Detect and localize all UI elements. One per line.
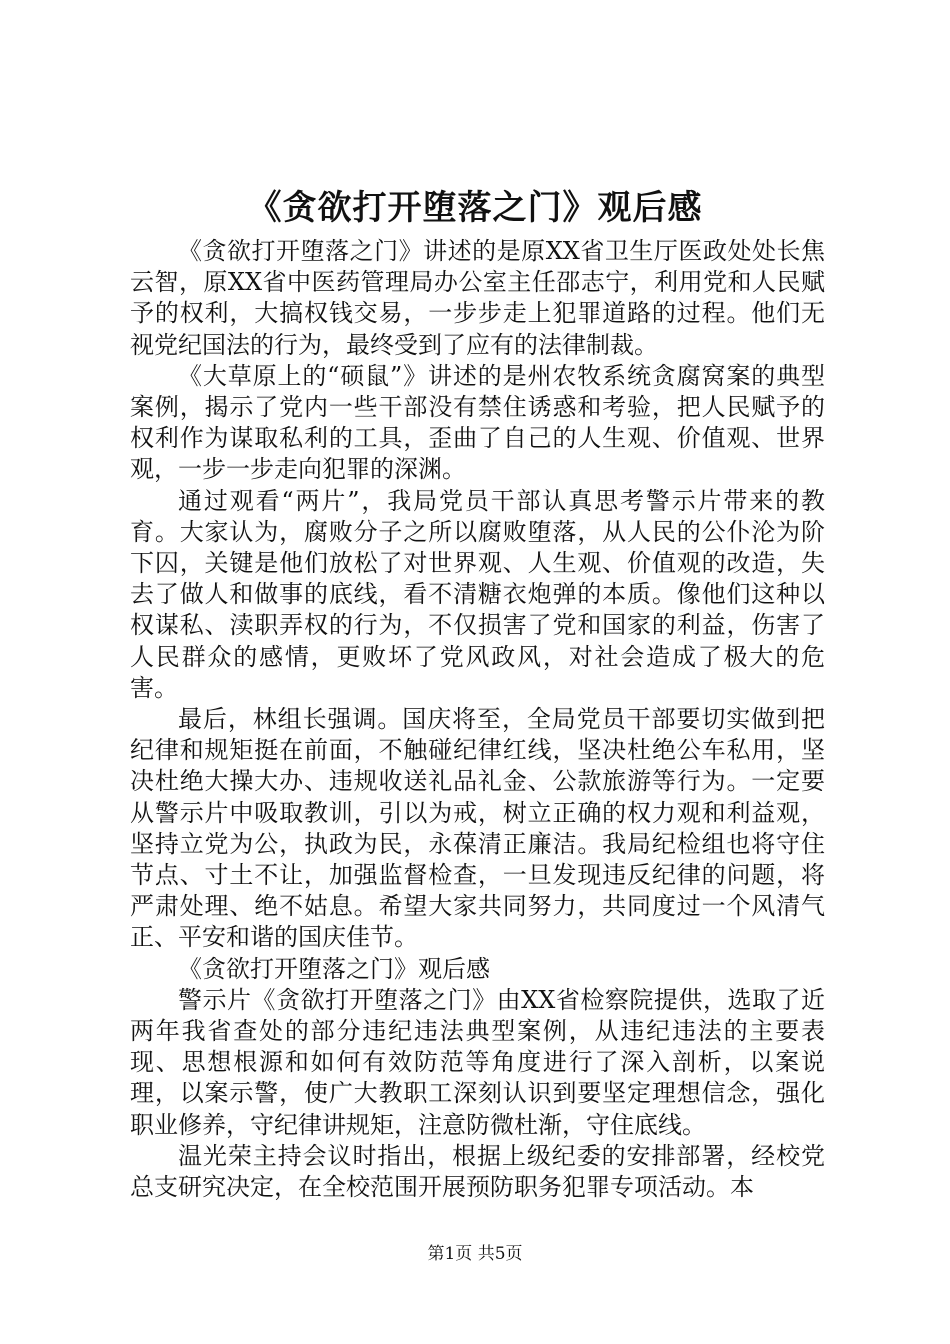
paragraph: 警示片《贪欲打开堕落之门》由XX省检察院提供，选取了近两年我省查处的部分违纪违法典型案例，从违纪违法的主要表现、思想根源和如何有效防范等角度进行了深入剖析，以案说理，以案示警，使广大教职工深刻认识到要坚定理想信念，强化职业修养，守纪律讲规矩，注意防微杜渐，守住底线。 xyxy=(130,985,825,1139)
page-number: 第1页 共5页 xyxy=(427,1244,523,1264)
paragraph: 最后，林组长强调。国庆将至，全局党员干部要切实做到把纪律和规矩挺在前面，不触碰纪律红线，坚决杜绝公车私用，坚决杜绝大操大办、违规收送礼品礼金、公款旅游等行为。一定要从警示片中吸取教训，引以为戒，树立正确的权力观和利益观，坚持立党为公，执政为民，永葆清正廉洁。我局纪检组也将守住节点、寸土不让，加强监督检查，一旦发现违反纪律的问题，将严肃处理、绝不姑息。希望大家共同努力，共同度过一个风清气正、平安和谐的国庆佳节。 xyxy=(130,705,825,952)
paragraph: 《贪欲打开堕落之门》讲述的是原XX省卫生厅医政处处长焦云智，原XX省中医药管理局办公室主任邵志宁，利用党和人民赋予的权利，大搞权钱交易，一步步走上犯罪道路的过程。他们无视党纪国法的行为，最终受到了应有的法律制裁。 xyxy=(130,237,825,359)
paragraph: 《大草原上的“硕鼠”》讲述的是州农牧系统贪腐窝案的典型案例，揭示了党内一些干部没有禁住诱惑和考验，把人民赋予的权利作为谋取私利的工具，歪曲了自己的人生观、价值观、世界观，一步一步走向犯罪的深渊。 xyxy=(130,361,825,484)
paragraph: 温光荣主持会议时指出，根据上级纪委的安排部署，经校党总支研究决定，在全校范围开展预防职务犯罪专项活动。本 xyxy=(130,1141,825,1202)
document-title: 《贪欲打开堕落之门》观后感 xyxy=(247,188,703,228)
paragraph: 通过观看“两片”，我局党员干部认真思考警示片带来的教育。大家认为，腐败分子之所以腐败堕落，从人民的公仆沦为阶下囚，关键是他们放松了对世界观、人生观、价值观的改造，失去了做人和做事的底线，看不清糖衣炮弹的本质。像他们这种以权谋私、渎职弄权的行为，不仅损害了党和国家的利益，伤害了人民群众的感情，更败坏了党风政风，对社会造成了极大的危害。 xyxy=(130,486,825,702)
document-body xyxy=(130,236,825,1203)
section-subheading: 《贪欲打开堕落之门》观后感 xyxy=(178,954,490,983)
